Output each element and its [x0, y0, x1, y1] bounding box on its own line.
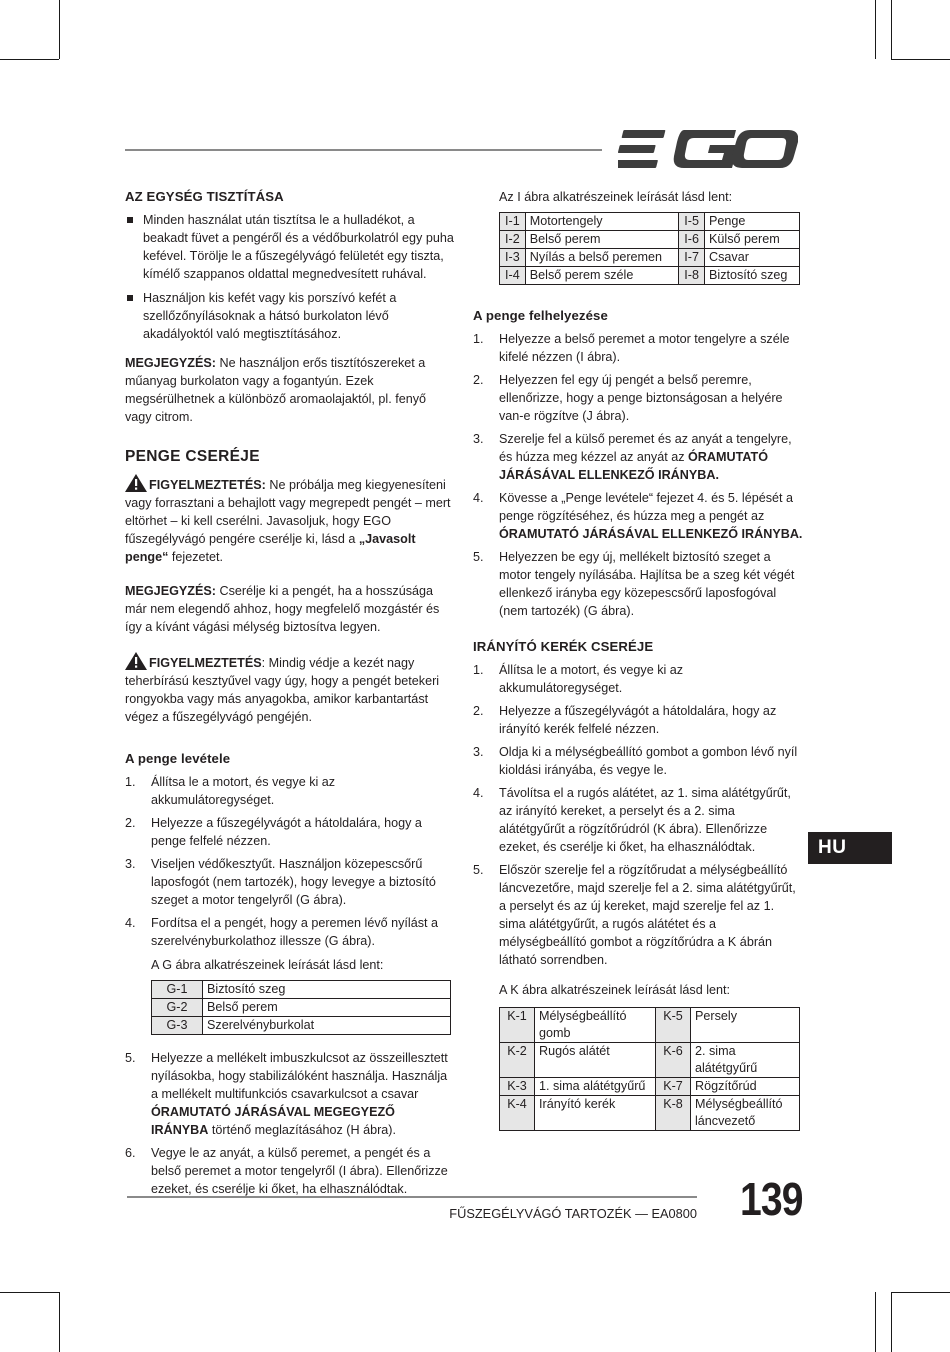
- install-steps: [473, 330, 803, 620]
- step-item: 1. Helyezze a belső peremet a motor tengelyre a széle kifelé nézzen (I ábra).: [473, 332, 790, 364]
- step-item: 3. Szerelje fel a külső peremet és az anyát a tengelyre, és húzza meg kézzel az anyát az ÓRAMUTATÓ JÁRÁSÁVAL ELLENKEZŐ IRÁNYBA.: [473, 432, 792, 482]
- crop-mark: [891, 0, 892, 59]
- right-column: [473, 188, 803, 1131]
- step-item: 5. Helyezze a mellékelt imbuszkulcsot az összeillesztett nyílásokba, hogy stabilizálóként használja. Használja a mellékelt multifunkciós csavarkulcsot a csavar ÓRAMUTATÓ JÁRÁSÁVAL MEGEGYEZŐ IRÁNYBA történő meglazításához (H ábra).: [125, 1051, 448, 1137]
- section-title-install: A penge felhelyezése: [473, 308, 608, 323]
- left-column: [125, 188, 455, 1210]
- warning-icon: [125, 474, 147, 492]
- footer-text: FŰSZEGÉLYVÁGÓ TARTOZÉK — EA0800: [449, 1206, 697, 1221]
- table-row: K-4 Irányító kerék K-8 Mélységbeállító láncvezető: [500, 1096, 800, 1131]
- k-parts-table: [499, 1007, 800, 1131]
- bullet-item: Minden használat után tisztítsa le a hulladékot, a beakadt füvet a pengéről és a védőburkolatról egy puha kefével. Törölje le a fűszegélyvágó felületét egy tiszta, kímélő szappanos oldattal megnedvesített ruhával.: [125, 211, 455, 283]
- g-parts-table: [151, 980, 451, 1035]
- header-rule: [125, 149, 602, 151]
- note-text: Ne használjon erős tisztítószereket a műanyag burkolaton vagy a fogantyún. Ezek megsérülhetnek a különböző aromaolajaktól, pl. fenyő vagy citrom.: [125, 356, 427, 424]
- section-title-cleaning: AZ EGYSÉG TISZTÍTÁSA: [125, 189, 284, 204]
- step-item: 3. Oldja ki a mélységbeállító gombot a gombon lévő nyíl kioldási irányába, és vegye le.: [473, 745, 798, 777]
- crop-mark: [891, 59, 950, 60]
- table-row: K-2 Rugós alátét K-6 2. sima alátétgyűrű: [500, 1043, 800, 1078]
- warning-tail: fejezetet.: [168, 550, 223, 564]
- warning-text: : Mindig védje a kezét nagy teherbírású kesztyűvel vagy úgy, hogy a pengét betekeri rongyokba vagy más anyagokba, amikor karbantartást végez a fűszegélyvágó pengéjén.: [125, 656, 440, 724]
- warning-label: FIGYELMEZTETÉS:: [149, 478, 266, 492]
- crop-mark: [875, 1292, 876, 1352]
- section-title-wheel: IRÁNYÍTÓ KERÉK CSERÉJE: [473, 639, 654, 654]
- warning-2: [125, 652, 455, 726]
- blade-note: [125, 582, 455, 636]
- language-tab: HU: [808, 832, 892, 864]
- page-number: 139: [740, 1173, 803, 1225]
- crop-mark: [875, 0, 876, 59]
- warning-label: FIGYELMEZTETÉS: [149, 656, 262, 670]
- step-item: 1. Állítsa le a motort, és vegye ki az akkumulátoregységet.: [473, 663, 684, 695]
- warning-ref: „Javasolt penge“: [125, 532, 416, 564]
- note-label: MEGJEGYZÉS:: [125, 584, 216, 598]
- i-table-intro: Az I ábra alkatrészeinek leírását lásd lent:: [499, 190, 733, 204]
- section-title-removal: A penge levétele: [125, 751, 231, 766]
- wheel-steps: [473, 661, 803, 969]
- step-item: 1. Állítsa le a motort, és vegye ki az akkumulátoregységet.: [125, 775, 336, 807]
- crop-mark: [0, 59, 59, 60]
- step-item: 5. Helyezzen be egy új, mellékelt biztosító szeget a motor tengely nyílásába. Hajlítsa be a szeg két végét ellenkező irányba egy közepescsőrű laposfogóval (nem tartozék) (G ábra).: [473, 550, 795, 618]
- step-item: 5. Először szerelje fel a rögzítőrudat a mélységbeállító láncvezetőre, majd szerelje fel a 2. sima alátétgyűrűt, a perselyt és az új kereket, majd szerelje fel az 1. sima alátétgyűrűt, a rugós alátétet és a mélységbeállító gombot a rögzítőrúdra a K ábrán látható sorrendben.: [473, 863, 796, 967]
- step-item: 4. Kövesse a „Penge levétele“ fejezet 4. és 5. lépését a penge rögzítéséhez, és húzza meg a pengét az ÓRAMUTATÓ JÁRÁSÁVAL ELLENKEZŐ IRÁNYBA.: [473, 491, 803, 541]
- crop-mark: [59, 0, 60, 59]
- step-item: 3. Viseljen védőkesztyűt. Használjon közepescsőrű laposfogót (nem tartozék), hogy levegye a biztosító szeget a motor tengelyről (G ábra).: [125, 857, 436, 907]
- table-row: I-1 Motortengely I-5 Penge: [500, 213, 800, 231]
- crop-mark: [59, 1292, 60, 1352]
- step-item: 2. Helyezze a fűszegélyvágót a hátoldalára, hogy az irányító kerék felfelé nézzen.: [473, 704, 777, 736]
- i-parts-table: [499, 212, 800, 285]
- bullet-item: Használjon kis kefét vagy kis porszívó kefét a szellőzőnyílásoknak a hátsó burkolaton lévő akadályoktól való megtisztításához.: [125, 289, 455, 343]
- k-table-intro: A K ábra alkatrészeinek leírását lásd lent:: [499, 983, 731, 997]
- warning-1: [125, 474, 455, 566]
- cleaning-bullets: [125, 211, 455, 343]
- cleaning-note: [125, 354, 455, 426]
- table-row: G-1 Biztosító szeg: [152, 981, 451, 999]
- table-row: G-3 Szerelvényburkolat: [152, 1017, 451, 1035]
- note-label: MEGJEGYZÉS:: [125, 356, 216, 370]
- step-item: 6. Vegye le az anyát, a külső peremet, a pengét és a belső peremet a motor tengelyről (I ábra). Ellenőrizze ezeket, és cserélje ki őket, ha elhasználódtak.: [125, 1146, 448, 1196]
- table-row: K-1 Mélységbeállító gomb K-5 Persely: [500, 1008, 800, 1043]
- crop-mark: [0, 1292, 59, 1293]
- ego-logo: [618, 128, 798, 170]
- step-item: 4. Távolítsa el a rugós alátétet, az 1. sima alátétgyűrűt, az irányító kereket, a perselyt és a 2. sima alátétgyűrűt a rögzítőrúdról (K ábra). Ellenőrizze ezeket, és cserélje ki őket, ha elhasználódtak.: [473, 786, 791, 854]
- g-table-intro: A G ábra alkatrészeinek leírását lásd lent:: [151, 958, 384, 972]
- warning-icon: [125, 652, 147, 670]
- table-row: I-2 Belső perem I-6 Külső perem: [500, 231, 800, 249]
- note-text: Cserélje ki a pengét, ha a hosszúsága már nem elegendő ahhoz, hogy megfelelő mozgástér és így a kívánt vágási mélység biztosítva legyen.: [125, 584, 440, 634]
- footer-rule: [127, 1196, 697, 1198]
- table-row: K-3 1. sima alátétgyűrű K-7 Rögzítőrúd: [500, 1078, 800, 1096]
- crop-mark: [891, 1292, 892, 1352]
- table-row: G-2 Belső perem: [152, 999, 451, 1017]
- section-title-blade: PENGE CSERÉJE: [125, 448, 260, 465]
- warning-text: Ne próbálja meg kiegyenesíteni vagy forrasztani a behajlott vagy megrepedt pengét – mert eltörhet – ki kell cserélni. Javasoljuk, hogy EGO fűszegélyvágó pengére cserélje ki, lásd a: [125, 478, 451, 546]
- step-item: 2. Helyezzen fel egy új pengét a belső peremre, ellenőrizze, hogy a penge biztonságosan a helyére van-e rögzítve (J ábra).: [473, 373, 783, 423]
- step-item: 4. Fordítsa el a pengét, hogy a peremen lévő nyílást a szerelvényburkolathoz illessze (G ábra). A G ábra alkatrészeinek leírását lásd lent: G-1 Biztosító szeg G-2 Belső perem G-3 Szerelvényburkolat: [125, 914, 455, 1035]
- table-row: I-4 Belső perem széle I-8 Biztosító szeg: [500, 267, 800, 285]
- step-item: 2. Helyezze a fűszegélyvágót a hátoldalára, hogy a penge felfelé nézzen.: [125, 816, 422, 848]
- removal-steps: [125, 773, 455, 1198]
- table-row: I-3 Nyílás a belső peremen I-7 Csavar: [500, 249, 800, 267]
- crop-mark: [891, 1292, 950, 1293]
